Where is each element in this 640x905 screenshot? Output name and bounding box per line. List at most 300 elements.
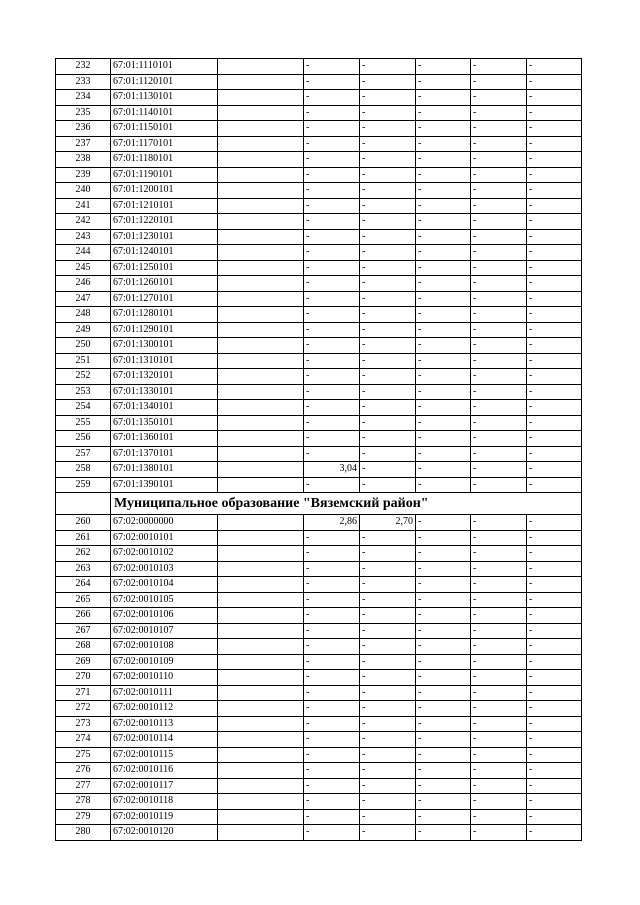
value-cell: - bbox=[416, 515, 471, 531]
cadastral-code: 67:02:0010105 bbox=[111, 592, 218, 608]
cadastral-code: 67:01:1340101 bbox=[111, 400, 218, 416]
value-cell: - bbox=[360, 670, 416, 686]
cadastral-code: 67:02:0010103 bbox=[111, 561, 218, 577]
table-row bbox=[56, 59, 582, 75]
value-cell: - bbox=[360, 400, 416, 416]
cadastral-code: 67:02:0010101 bbox=[111, 530, 218, 546]
value-cell bbox=[218, 353, 304, 369]
value-cell: - bbox=[527, 415, 582, 431]
table-row bbox=[56, 515, 582, 531]
table-row bbox=[56, 477, 582, 493]
value-cell: - bbox=[360, 561, 416, 577]
row-number: 245 bbox=[56, 260, 111, 276]
value-cell: - bbox=[471, 732, 527, 748]
value-cell: - bbox=[304, 446, 360, 462]
value-cell: - bbox=[360, 322, 416, 338]
row-number: 241 bbox=[56, 198, 111, 214]
cadastral-code: 67:01:1210101 bbox=[111, 198, 218, 214]
value-cell bbox=[218, 214, 304, 230]
value-cell: - bbox=[527, 477, 582, 493]
value-cell: - bbox=[304, 654, 360, 670]
value-cell: - bbox=[471, 276, 527, 292]
value-cell: - bbox=[360, 639, 416, 655]
value-cell: - bbox=[304, 732, 360, 748]
table-row bbox=[56, 198, 582, 214]
value-cell: - bbox=[416, 152, 471, 168]
value-cell bbox=[218, 446, 304, 462]
value-cell: - bbox=[471, 338, 527, 354]
value-cell: - bbox=[304, 431, 360, 447]
value-cell: - bbox=[416, 431, 471, 447]
value-cell: - bbox=[304, 152, 360, 168]
value-cell: - bbox=[471, 809, 527, 825]
value-cell: - bbox=[304, 90, 360, 106]
value-cell: - bbox=[416, 608, 471, 624]
value-cell: - bbox=[360, 530, 416, 546]
value-cell: - bbox=[360, 369, 416, 385]
value-cell bbox=[218, 74, 304, 90]
value-cell bbox=[218, 462, 304, 478]
value-cell: - bbox=[527, 809, 582, 825]
value-cell: - bbox=[527, 685, 582, 701]
row-number: 263 bbox=[56, 561, 111, 577]
value-cell bbox=[218, 530, 304, 546]
value-cell: - bbox=[360, 167, 416, 183]
value-cell bbox=[218, 338, 304, 354]
table-row bbox=[56, 561, 582, 577]
value-cell: - bbox=[527, 167, 582, 183]
value-cell: - bbox=[304, 276, 360, 292]
value-cell: - bbox=[304, 229, 360, 245]
table-row bbox=[56, 716, 582, 732]
table-row bbox=[56, 152, 582, 168]
table-row bbox=[56, 384, 582, 400]
value-cell: - bbox=[304, 183, 360, 199]
cadastral-code: 67:02:0010102 bbox=[111, 546, 218, 562]
cadastral-code: 67:01:1110101 bbox=[111, 59, 218, 75]
value-cell: - bbox=[527, 353, 582, 369]
value-cell: - bbox=[527, 136, 582, 152]
value-cell: - bbox=[527, 446, 582, 462]
value-cell: - bbox=[304, 747, 360, 763]
value-cell: - bbox=[471, 229, 527, 245]
value-cell: - bbox=[471, 462, 527, 478]
value-cell: - bbox=[304, 400, 360, 416]
value-cell: - bbox=[527, 747, 582, 763]
value-cell: - bbox=[471, 415, 527, 431]
value-cell: - bbox=[527, 74, 582, 90]
value-cell: - bbox=[304, 167, 360, 183]
value-cell: - bbox=[416, 59, 471, 75]
value-cell: - bbox=[471, 90, 527, 106]
value-cell: - bbox=[527, 561, 582, 577]
value-cell: - bbox=[360, 90, 416, 106]
cadastral-code: 67:01:1330101 bbox=[111, 384, 218, 400]
value-cell: - bbox=[471, 105, 527, 121]
value-cell bbox=[218, 477, 304, 493]
value-cell: - bbox=[471, 778, 527, 794]
value-cell bbox=[218, 245, 304, 261]
cadastral-code: 67:01:1190101 bbox=[111, 167, 218, 183]
cadastral-code: 67:01:1290101 bbox=[111, 322, 218, 338]
table-row bbox=[56, 732, 582, 748]
value-cell: - bbox=[304, 198, 360, 214]
value-cell: - bbox=[360, 592, 416, 608]
value-cell bbox=[218, 90, 304, 106]
value-cell: - bbox=[416, 747, 471, 763]
row-number: 276 bbox=[56, 763, 111, 779]
cadastral-code: 67:02:0010115 bbox=[111, 747, 218, 763]
value-cell: - bbox=[304, 639, 360, 655]
value-cell: - bbox=[527, 338, 582, 354]
value-cell: - bbox=[304, 623, 360, 639]
table-row bbox=[56, 592, 582, 608]
row-number: 279 bbox=[56, 809, 111, 825]
value-cell: - bbox=[360, 794, 416, 810]
row-number: 270 bbox=[56, 670, 111, 686]
value-cell: - bbox=[471, 446, 527, 462]
value-cell: - bbox=[471, 763, 527, 779]
table-row bbox=[56, 670, 582, 686]
value-cell: - bbox=[416, 167, 471, 183]
table-row bbox=[56, 431, 582, 447]
value-cell bbox=[218, 183, 304, 199]
row-number: 251 bbox=[56, 353, 111, 369]
cadastral-code: 67:02:0010119 bbox=[111, 809, 218, 825]
value-cell bbox=[218, 608, 304, 624]
cadastral-code: 67:02:0010107 bbox=[111, 623, 218, 639]
value-cell: - bbox=[471, 214, 527, 230]
value-cell bbox=[218, 701, 304, 717]
value-cell: - bbox=[416, 229, 471, 245]
row-number: 238 bbox=[56, 152, 111, 168]
value-cell: - bbox=[360, 623, 416, 639]
value-cell: - bbox=[471, 825, 527, 841]
value-cell: - bbox=[416, 546, 471, 562]
value-cell: - bbox=[360, 260, 416, 276]
value-cell: - bbox=[360, 825, 416, 841]
value-cell: - bbox=[471, 654, 527, 670]
table-row bbox=[56, 121, 582, 137]
table-row bbox=[56, 214, 582, 230]
value-cell bbox=[218, 716, 304, 732]
value-cell: - bbox=[527, 592, 582, 608]
value-cell: - bbox=[416, 685, 471, 701]
value-cell: - bbox=[416, 322, 471, 338]
value-cell bbox=[218, 384, 304, 400]
value-cell bbox=[218, 229, 304, 245]
value-cell: - bbox=[416, 136, 471, 152]
value-cell: - bbox=[416, 654, 471, 670]
cadastral-code: 67:02:0010106 bbox=[111, 608, 218, 624]
value-cell: - bbox=[527, 245, 582, 261]
cadastral-code: 67:01:1390101 bbox=[111, 477, 218, 493]
value-cell bbox=[218, 561, 304, 577]
value-cell: - bbox=[527, 701, 582, 717]
value-cell: - bbox=[304, 685, 360, 701]
value-cell: - bbox=[416, 338, 471, 354]
value-cell: - bbox=[360, 716, 416, 732]
cadastral-code: 67:02:0010109 bbox=[111, 654, 218, 670]
value-cell: - bbox=[360, 415, 416, 431]
value-cell: - bbox=[416, 462, 471, 478]
table-row bbox=[56, 654, 582, 670]
value-cell bbox=[218, 276, 304, 292]
cadastral-code: 67:02:0010114 bbox=[111, 732, 218, 748]
value-cell bbox=[218, 639, 304, 655]
value-cell: 2,70 bbox=[360, 515, 416, 531]
value-cell: - bbox=[304, 716, 360, 732]
value-cell: - bbox=[471, 685, 527, 701]
table-row bbox=[56, 701, 582, 717]
value-cell: - bbox=[471, 198, 527, 214]
value-cell bbox=[218, 400, 304, 416]
value-cell: - bbox=[304, 577, 360, 593]
value-cell: - bbox=[304, 415, 360, 431]
value-cell: - bbox=[416, 291, 471, 307]
value-cell bbox=[218, 747, 304, 763]
cadastral-code: 67:01:1180101 bbox=[111, 152, 218, 168]
row-number: 274 bbox=[56, 732, 111, 748]
value-cell: - bbox=[304, 608, 360, 624]
value-cell: - bbox=[416, 214, 471, 230]
cadastral-code: 67:02:0010110 bbox=[111, 670, 218, 686]
cadastral-code: 67:01:1140101 bbox=[111, 105, 218, 121]
value-cell: - bbox=[416, 809, 471, 825]
table-row bbox=[56, 90, 582, 106]
value-cell: - bbox=[416, 639, 471, 655]
value-cell: - bbox=[527, 654, 582, 670]
value-cell: - bbox=[360, 229, 416, 245]
row-number: 273 bbox=[56, 716, 111, 732]
value-cell: - bbox=[416, 577, 471, 593]
cadastral-code: 67:01:1130101 bbox=[111, 90, 218, 106]
value-cell: - bbox=[527, 214, 582, 230]
value-cell bbox=[218, 778, 304, 794]
cadastral-code: 67:02:0010118 bbox=[111, 794, 218, 810]
row-number: 278 bbox=[56, 794, 111, 810]
table-row bbox=[56, 530, 582, 546]
table-row bbox=[56, 639, 582, 655]
value-cell bbox=[218, 794, 304, 810]
cadastral-code: 67:02:0010120 bbox=[111, 825, 218, 841]
row-number: 248 bbox=[56, 307, 111, 323]
value-cell bbox=[218, 431, 304, 447]
value-cell: - bbox=[527, 530, 582, 546]
value-cell: - bbox=[304, 477, 360, 493]
cadastral-code: 67:01:1300101 bbox=[111, 338, 218, 354]
row-number: 259 bbox=[56, 477, 111, 493]
row-number: 246 bbox=[56, 276, 111, 292]
value-cell: - bbox=[416, 778, 471, 794]
value-cell: - bbox=[304, 384, 360, 400]
table-row bbox=[56, 276, 582, 292]
value-cell: - bbox=[471, 322, 527, 338]
value-cell: - bbox=[416, 415, 471, 431]
cadastral-code: 67:02:0010117 bbox=[111, 778, 218, 794]
value-cell: - bbox=[360, 121, 416, 137]
value-cell: - bbox=[304, 701, 360, 717]
table-row bbox=[56, 778, 582, 794]
value-cell: - bbox=[304, 322, 360, 338]
value-cell: - bbox=[471, 561, 527, 577]
value-cell: - bbox=[527, 732, 582, 748]
table-row bbox=[56, 747, 582, 763]
value-cell: - bbox=[304, 763, 360, 779]
value-cell: - bbox=[527, 431, 582, 447]
value-cell: - bbox=[471, 121, 527, 137]
value-cell: - bbox=[360, 701, 416, 717]
value-cell: - bbox=[416, 245, 471, 261]
value-cell: - bbox=[304, 794, 360, 810]
value-cell: - bbox=[416, 670, 471, 686]
value-cell: - bbox=[471, 260, 527, 276]
value-cell: - bbox=[304, 260, 360, 276]
value-cell: - bbox=[304, 369, 360, 385]
value-cell: - bbox=[304, 338, 360, 354]
value-cell: - bbox=[304, 105, 360, 121]
value-cell: - bbox=[360, 307, 416, 323]
value-cell: - bbox=[304, 530, 360, 546]
value-cell: - bbox=[416, 592, 471, 608]
cadastral-code: 67:01:1360101 bbox=[111, 431, 218, 447]
cadastral-code: 67:01:1120101 bbox=[111, 74, 218, 90]
value-cell: - bbox=[471, 747, 527, 763]
value-cell: - bbox=[304, 59, 360, 75]
value-cell: - bbox=[416, 623, 471, 639]
table-row bbox=[56, 623, 582, 639]
value-cell: - bbox=[360, 477, 416, 493]
value-cell: - bbox=[527, 291, 582, 307]
value-cell: - bbox=[416, 825, 471, 841]
table-row bbox=[56, 546, 582, 562]
value-cell: - bbox=[527, 608, 582, 624]
value-cell: - bbox=[360, 74, 416, 90]
value-cell: - bbox=[304, 825, 360, 841]
value-cell: - bbox=[527, 59, 582, 75]
value-cell: - bbox=[360, 763, 416, 779]
value-cell: - bbox=[360, 462, 416, 478]
value-cell: - bbox=[416, 701, 471, 717]
value-cell: - bbox=[360, 152, 416, 168]
value-cell: - bbox=[527, 400, 582, 416]
value-cell: - bbox=[527, 763, 582, 779]
value-cell: - bbox=[416, 260, 471, 276]
row-number: 269 bbox=[56, 654, 111, 670]
value-cell: - bbox=[471, 167, 527, 183]
value-cell: - bbox=[360, 353, 416, 369]
value-cell: - bbox=[527, 183, 582, 199]
cadastral-code: 67:02:0010111 bbox=[111, 685, 218, 701]
cadastral-code: 67:01:1230101 bbox=[111, 229, 218, 245]
value-cell: - bbox=[416, 732, 471, 748]
value-cell: - bbox=[360, 747, 416, 763]
value-cell: - bbox=[471, 716, 527, 732]
table-row bbox=[56, 809, 582, 825]
value-cell: - bbox=[527, 716, 582, 732]
value-cell: - bbox=[360, 778, 416, 794]
value-cell: - bbox=[416, 446, 471, 462]
value-cell bbox=[218, 623, 304, 639]
value-cell: - bbox=[527, 639, 582, 655]
row-number: 267 bbox=[56, 623, 111, 639]
value-cell: - bbox=[360, 105, 416, 121]
row-number: 258 bbox=[56, 462, 111, 478]
table-row bbox=[56, 462, 582, 478]
value-cell bbox=[218, 546, 304, 562]
value-cell bbox=[218, 167, 304, 183]
value-cell: - bbox=[416, 307, 471, 323]
value-cell bbox=[218, 415, 304, 431]
value-cell: - bbox=[471, 291, 527, 307]
row-number: 232 bbox=[56, 59, 111, 75]
value-cell: - bbox=[360, 338, 416, 354]
value-cell: - bbox=[527, 384, 582, 400]
row-number: 255 bbox=[56, 415, 111, 431]
cadastral-code: 67:02:0010113 bbox=[111, 716, 218, 732]
cadastral-code: 67:02:0010116 bbox=[111, 763, 218, 779]
value-cell: - bbox=[416, 530, 471, 546]
value-cell: - bbox=[360, 198, 416, 214]
value-cell: - bbox=[304, 809, 360, 825]
table-body-after bbox=[56, 515, 582, 841]
value-cell: - bbox=[416, 384, 471, 400]
value-cell: - bbox=[416, 477, 471, 493]
value-cell bbox=[218, 59, 304, 75]
value-cell: - bbox=[471, 431, 527, 447]
value-cell: - bbox=[527, 260, 582, 276]
value-cell: - bbox=[304, 353, 360, 369]
table-row bbox=[56, 794, 582, 810]
value-cell bbox=[218, 105, 304, 121]
value-cell bbox=[218, 152, 304, 168]
value-cell: - bbox=[360, 431, 416, 447]
row-number: 250 bbox=[56, 338, 111, 354]
table-row bbox=[56, 307, 582, 323]
value-cell: - bbox=[360, 446, 416, 462]
cadastral-code: 67:01:1170101 bbox=[111, 136, 218, 152]
value-cell bbox=[218, 291, 304, 307]
row-number: 237 bbox=[56, 136, 111, 152]
value-cell: - bbox=[527, 307, 582, 323]
value-cell: - bbox=[304, 546, 360, 562]
table-row bbox=[56, 825, 582, 841]
row-number: 271 bbox=[56, 685, 111, 701]
row-number: 272 bbox=[56, 701, 111, 717]
value-cell: - bbox=[416, 794, 471, 810]
table-row bbox=[56, 415, 582, 431]
value-cell: - bbox=[360, 291, 416, 307]
value-cell: - bbox=[527, 229, 582, 245]
value-cell: - bbox=[527, 623, 582, 639]
cadastral-code: 67:02:0010104 bbox=[111, 577, 218, 593]
cadastral-code: 67:01:1350101 bbox=[111, 415, 218, 431]
value-cell: - bbox=[527, 577, 582, 593]
cadastral-code: 67:01:1260101 bbox=[111, 276, 218, 292]
value-cell bbox=[218, 198, 304, 214]
value-cell: - bbox=[304, 214, 360, 230]
value-cell: - bbox=[416, 716, 471, 732]
value-cell: - bbox=[527, 670, 582, 686]
value-cell: - bbox=[360, 732, 416, 748]
value-cell: 2,86 bbox=[304, 515, 360, 531]
value-cell bbox=[218, 685, 304, 701]
value-cell: - bbox=[360, 59, 416, 75]
value-cell: - bbox=[527, 546, 582, 562]
table-row bbox=[56, 577, 582, 593]
value-cell bbox=[218, 809, 304, 825]
value-cell: - bbox=[471, 136, 527, 152]
